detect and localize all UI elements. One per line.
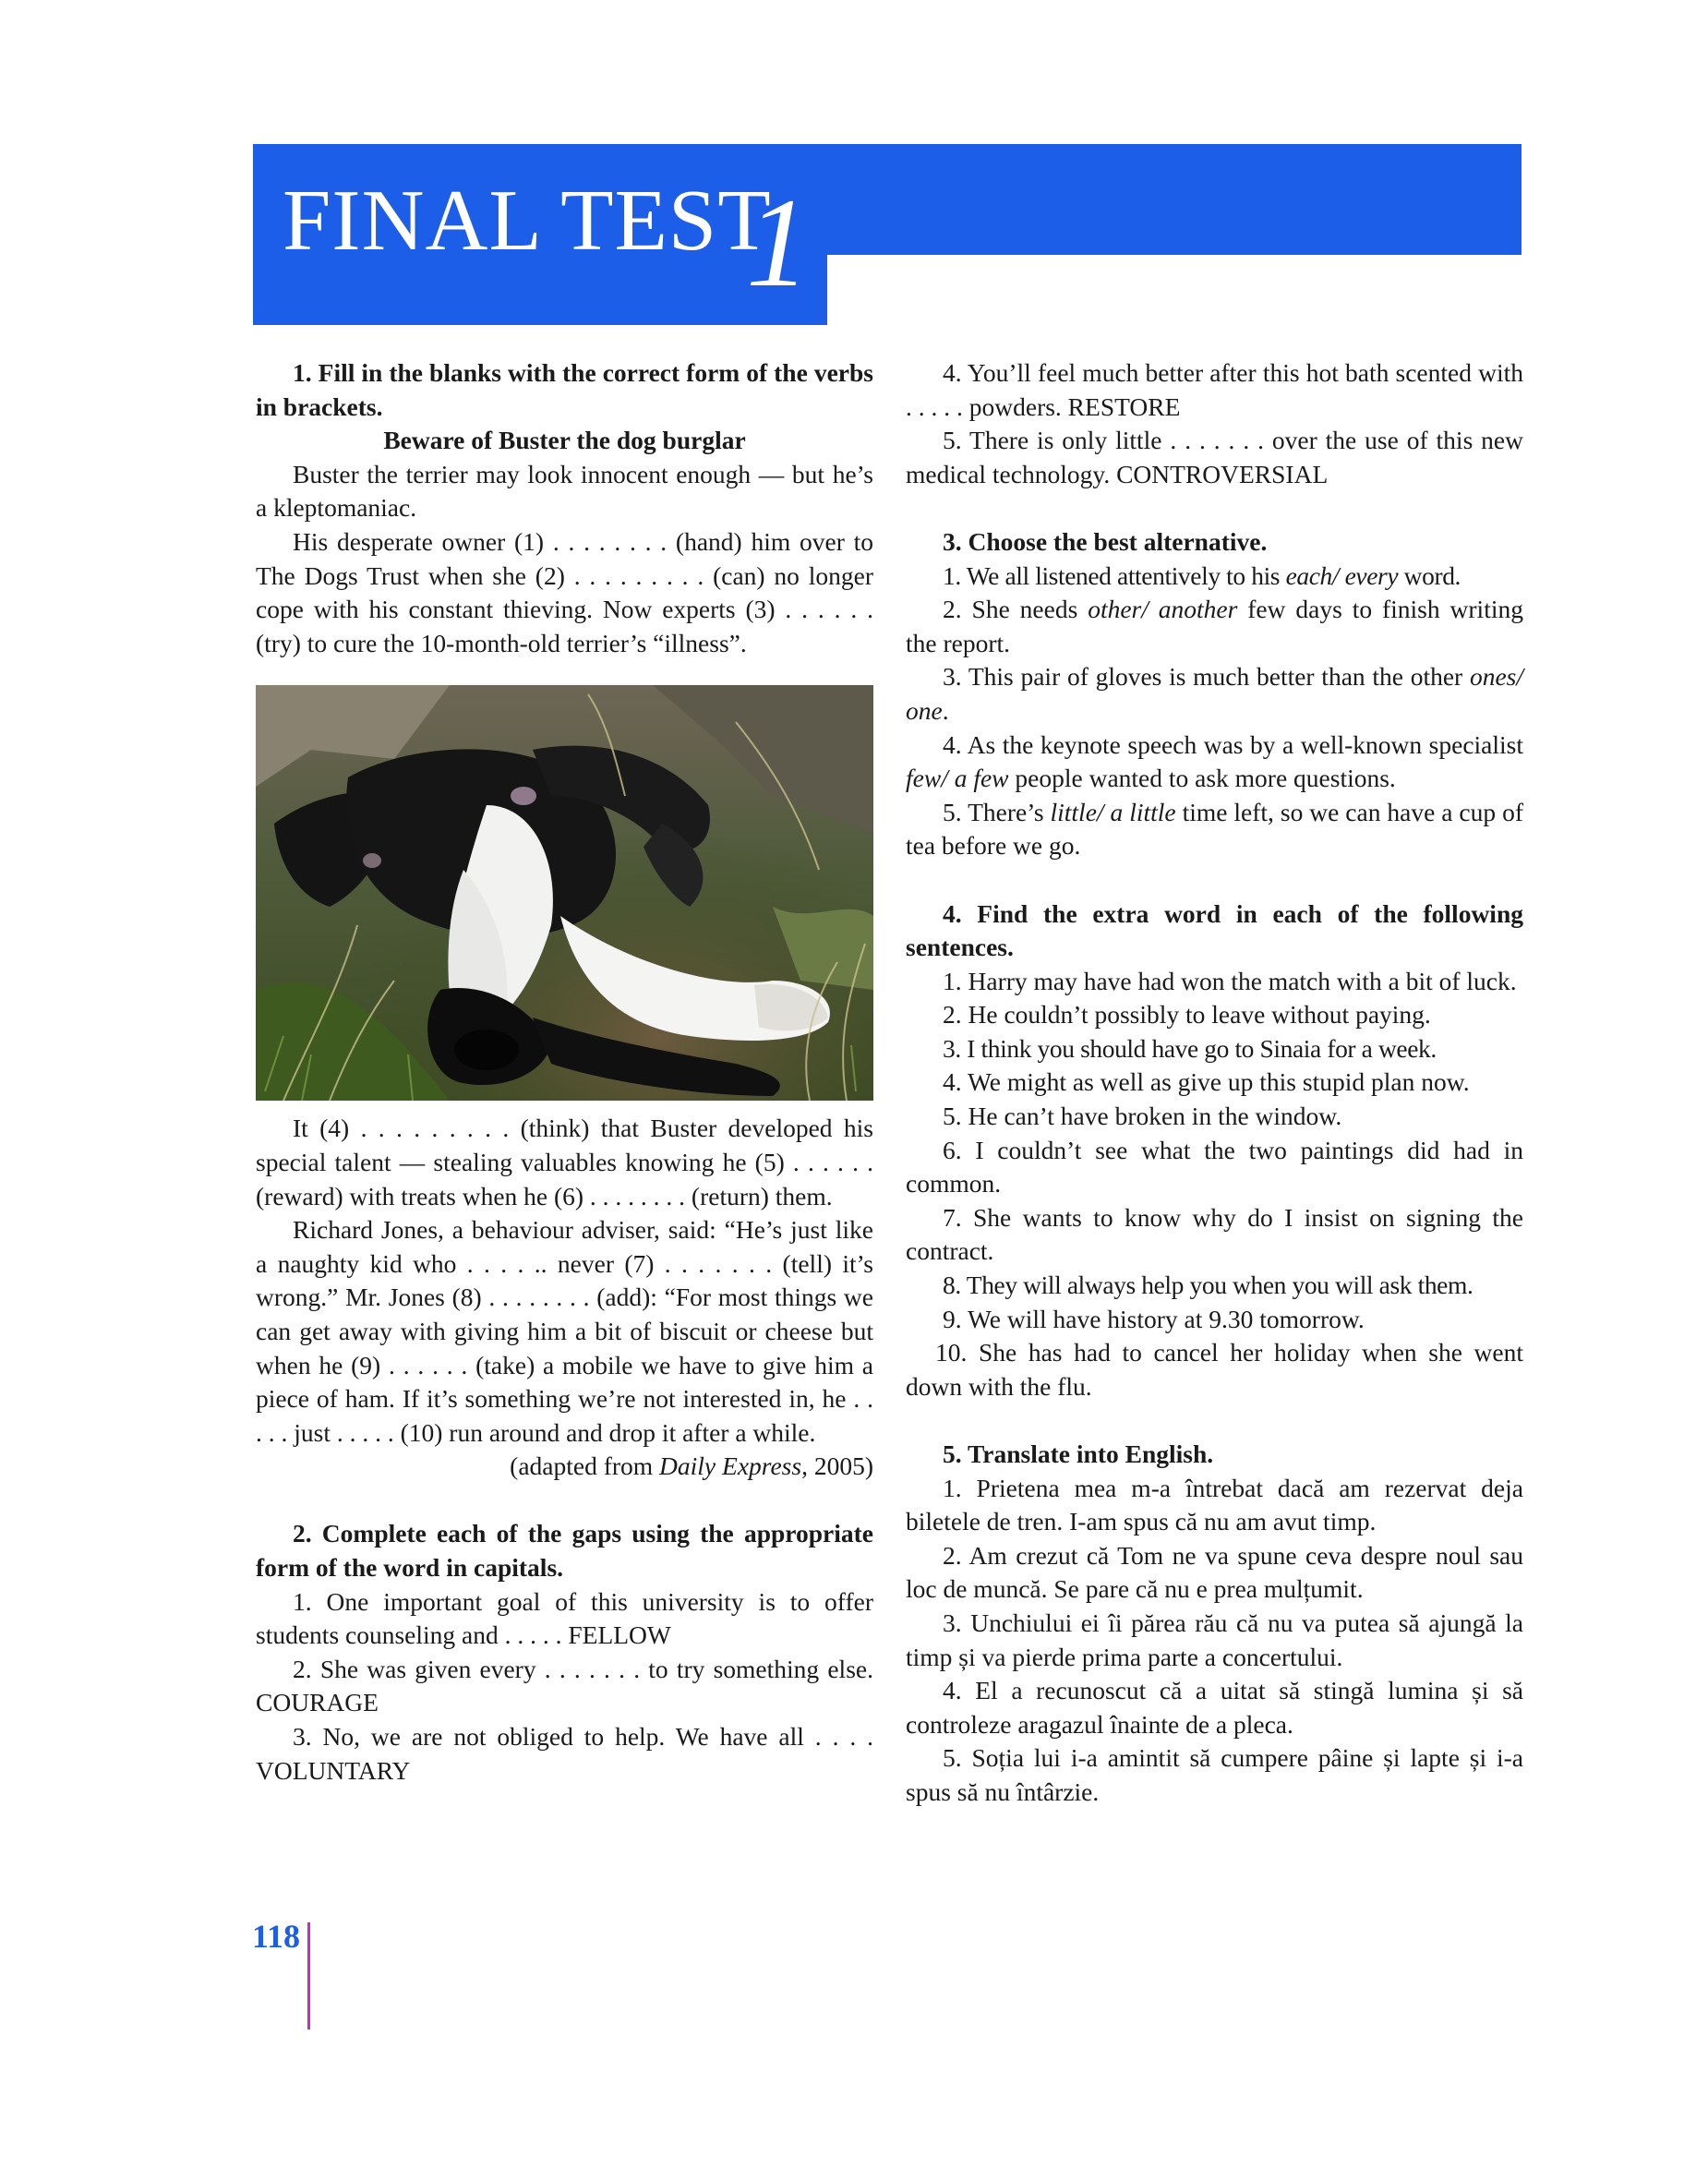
exercise-2-item: 3. No, we are not obliged to help. We have all . . . . VOLUNTARY bbox=[256, 1722, 873, 1785]
exercise-4-item: 1. Harry may have had won the match with a bit of luck. bbox=[943, 966, 1517, 995]
exercise-4-item: 8. They will always help you when you will ask them. bbox=[943, 1271, 1473, 1300]
page-title: FINAL TEST bbox=[283, 173, 772, 269]
exercise-1-paragraph: Buster the terrier may look innocent enough — but he’s a kleptomaniac. bbox=[256, 459, 873, 523]
exercise-2-item: 1. One important goal of this university is to offer students counseling and . . . . . FELLOW bbox=[256, 1586, 873, 1650]
exercise-1-paragraph: It (4) . . . . . . . . . (think) that Buster developed his special talent — stealing valuables knowing he (5) . . . . . . (reward) with treats when he (6) . . . . . . . . (return) them. bbox=[256, 1114, 873, 1210]
exercise-5-item: 5. Soția lui i-a amintit să cumpere pâine și lapte și i-a spus să nu întârzie. bbox=[906, 1743, 1523, 1806]
exercise-5-item: 3. Unchiului ei îi părea rău că nu va putea să ajungă la timp și va pierde prima parte a concertului. bbox=[906, 1608, 1523, 1671]
left-column bbox=[256, 356, 873, 1788]
exercise-4-item: 10. She has had to cancel her holiday when she went down with the flu. bbox=[906, 1338, 1523, 1401]
source-suffix: , 2005) bbox=[801, 1451, 873, 1481]
source-prefix: (adapted from bbox=[510, 1451, 660, 1481]
exercise-4-item: 6. I couldn’t see what the two paintings did had in common. bbox=[906, 1135, 1523, 1198]
exercise-2-heading: 2. Complete each of the gaps using the appropriate form of the word in capitals. bbox=[256, 1519, 873, 1583]
header-cutout bbox=[827, 255, 1522, 329]
exercise-4-heading: 4. Find the extra word in each of the following sentences. bbox=[906, 898, 1523, 962]
exercise-1-paragraph: Richard Jones, a behaviour adviser, said: “He’s just like a naughty kid who . . . . .. never (7) . . . . . . . (tell) it’s wrong.” Mr. Jones (8) . . . . . . . . (add): “For most things we can get away with giving him a bit of biscuit or cheese but when he (9) . . . . . . (take) a mobile we have to give him a piece of ham. If it’s something we’re not interested in, he . . . . . just . . . . . (10) run around and drop it after a while. bbox=[256, 1215, 873, 1447]
exercise-1-heading: 1. Fill in the blanks with the correct form of the verbs in brackets. bbox=[256, 358, 873, 421]
exercise-3-item: 2. She needs other/ another few days to finish writing the report. bbox=[906, 595, 1523, 657]
exercise-1-subtitle: Beware of Buster the dog burglar bbox=[383, 426, 746, 455]
exercise-5-heading: 5. Translate into English. bbox=[943, 1439, 1214, 1468]
page-number: 118 bbox=[252, 1918, 301, 1955]
right-column bbox=[906, 356, 1523, 1810]
source-title: Daily Express bbox=[659, 1451, 802, 1481]
page-title-number: 1 bbox=[746, 172, 810, 313]
exercise-3-item: 4. As the keynote speech was by a well-known specialist few/ a few people wanted to ask more questions. bbox=[906, 729, 1523, 793]
exercise-1-source bbox=[256, 1450, 873, 1484]
exercise-4-item: 5. He can’t have broken in the window. bbox=[943, 1102, 1342, 1131]
exercise-3-item: 1. We all listened attentively to his each/ every word. bbox=[943, 560, 1461, 590]
exercise-4-item: 9. We will have history at 9.30 tomorrow. bbox=[943, 1304, 1365, 1333]
exercise-3-item: 3. This pair of gloves is much better than the other ones/ one. bbox=[906, 662, 1523, 725]
exercise-3-heading: 3. Choose the best alternative. bbox=[943, 526, 1268, 556]
exercise-3-item: 5. There’s little/ a little time left, so we can have a cup of tea before we go. bbox=[906, 797, 1523, 861]
dog-photo bbox=[256, 685, 873, 1101]
exercise-2-item: 5. There is only little . . . . . . . over the use of this new medical technology. CONTROVERSIAL bbox=[906, 426, 1523, 488]
exercise-2-item: 4. You’ll feel much better after this hot bath scented with . . . . . powders. RESTORE bbox=[906, 358, 1523, 421]
exercise-5-item: 2. Am crezut că Tom ne va spune ceva despre noul sau loc de muncă. Se pare că nu e prea mulțumit. bbox=[906, 1540, 1523, 1604]
exercise-5-item: 4. El a recunoscut că a uitat să stingă lumina și să controleze aragazul înainte de a pleca. bbox=[906, 1676, 1523, 1739]
page-number-rule bbox=[307, 1922, 310, 2029]
exercise-4-item: 7. She wants to know why do I insist on signing the contract. bbox=[906, 1202, 1523, 1266]
exercise-1-paragraph: His desperate owner (1) . . . . . . . . (hand) him over to The Dogs Trust when she (2) . . . . . . . . . (can) no longer cope with his constant thieving. Now experts (3) . . . . . . (try) to cure the 10-month-old terrier’s “illness”. bbox=[256, 526, 873, 657]
exercise-4-item: 4. We might as well as give up this stupid plan now. bbox=[943, 1067, 1470, 1097]
exercise-4-item: 3. I think you should have go to Sinaia for a week. bbox=[943, 1033, 1437, 1063]
exercise-2-item: 2. She was given every . . . . . . . to try something else. COURAGE bbox=[256, 1654, 873, 1717]
exercise-4-item: 2. He couldn’t possibly to leave without paying. bbox=[943, 1000, 1431, 1030]
exercise-5-item: 1. Prietena mea m-a întrebat dacă am rezervat deja biletele de tren. I-am spus că nu am avut timp. bbox=[906, 1473, 1523, 1536]
